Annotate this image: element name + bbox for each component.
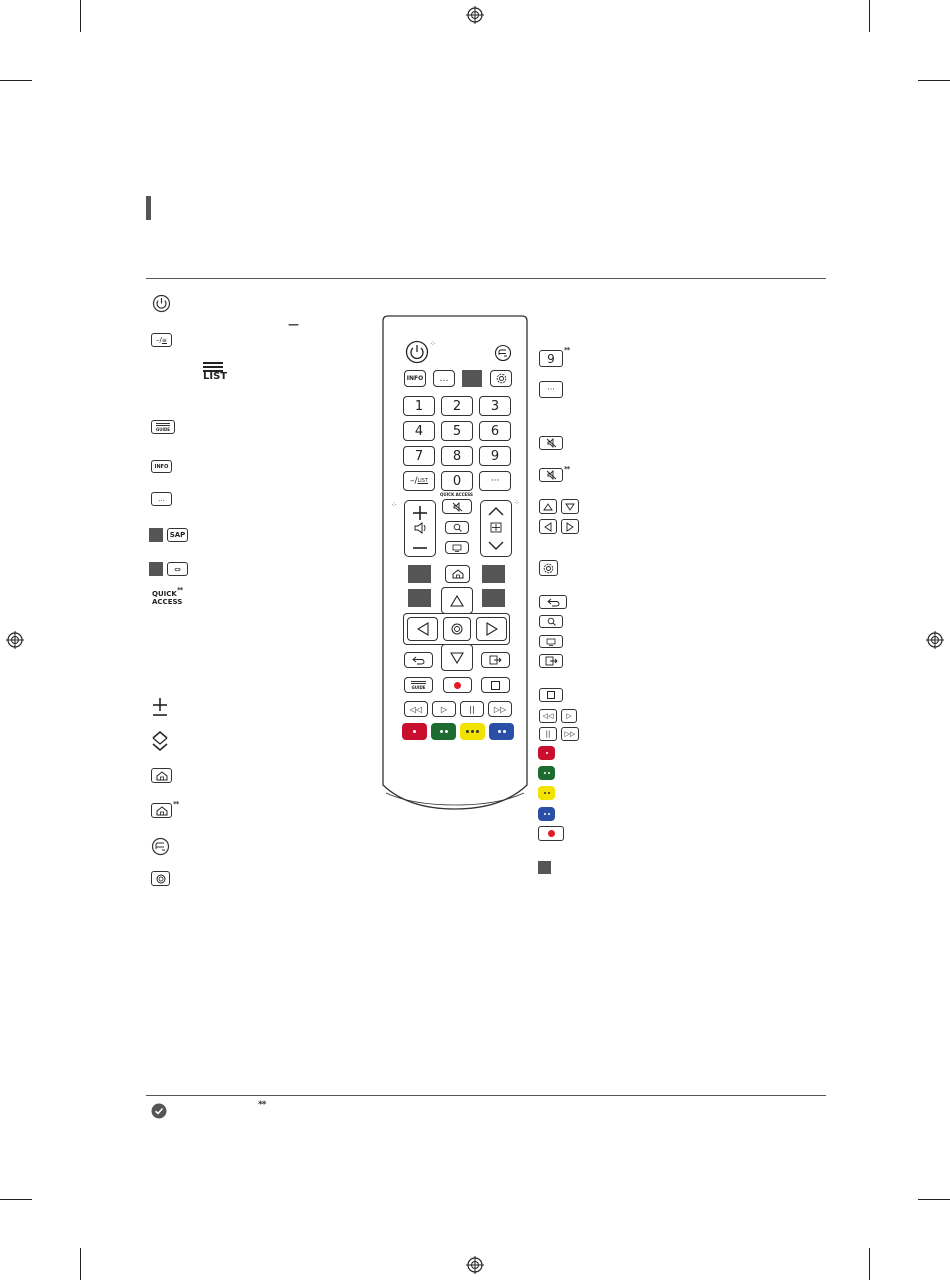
volume-plus-icon (151, 697, 169, 717)
stars-note: ** (177, 586, 183, 594)
number-key-0: 0 (441, 471, 473, 491)
record-icon (454, 682, 461, 689)
number-key-1: 1 (403, 396, 435, 416)
remote-mute-key (442, 499, 472, 514)
remote-rewind-key: ◁◁ (404, 701, 428, 717)
stars-note: ** (564, 346, 570, 354)
dpad-ok-key (443, 617, 471, 641)
up-arrow-icon (543, 503, 553, 511)
power-icon (152, 294, 171, 313)
ok-icon (451, 623, 463, 635)
tv-icon (546, 638, 556, 646)
gray-square (149, 528, 163, 542)
dash-list-key: –/ ≡ (151, 333, 172, 347)
left-arrow-icon (417, 622, 429, 636)
right-arrow-icon (486, 622, 498, 636)
mute-key (539, 436, 563, 450)
back-icon (547, 598, 560, 607)
mute-icon (452, 502, 463, 512)
settings-key (539, 560, 558, 576)
remote-power-icon (405, 340, 429, 364)
red-key (402, 723, 427, 740)
yellow-key (538, 786, 555, 800)
number-key-7: 7 (403, 446, 435, 466)
play-key: ▷ (561, 709, 577, 723)
remote-settings-key (490, 370, 512, 387)
red-key (538, 746, 555, 760)
tv-key (539, 635, 563, 648)
gear-icon (543, 563, 554, 574)
dots-marker: ⁘ (430, 340, 436, 348)
rewind-key: ◁◁ (539, 709, 557, 723)
remote-gray-key (482, 589, 505, 607)
remote-record-key (443, 677, 472, 693)
down-arrow-icon (450, 652, 464, 664)
mute-icon (546, 438, 557, 448)
dpad-up-key (441, 587, 473, 614)
search-key (539, 615, 563, 628)
guide-key (151, 420, 175, 434)
crop-mark (869, 1248, 870, 1280)
pause-key: || (539, 727, 557, 741)
blue-key (538, 807, 555, 821)
remote-guide-label: GUIDE (411, 684, 426, 690)
crop-mark (0, 80, 32, 81)
right-arrow-icon (566, 522, 574, 532)
down-key (561, 499, 579, 514)
search-icon (453, 523, 462, 532)
exit-icon (489, 655, 502, 665)
dpad-down-key (441, 644, 473, 671)
registration-mark-icon (466, 1256, 484, 1274)
crop-mark (80, 0, 81, 32)
subtitle-key: … (151, 492, 172, 506)
search-icon (547, 617, 556, 626)
yellow-key (460, 723, 485, 740)
channel-icon (151, 730, 169, 752)
remote-gray-key (408, 565, 431, 583)
left-arrow-icon (544, 522, 552, 532)
down-arrow-icon (565, 503, 575, 511)
crop-mark (918, 80, 950, 81)
record-icon (548, 830, 555, 837)
list-label: LIST (203, 371, 228, 382)
gray-square (538, 861, 551, 874)
mute-icon (546, 470, 557, 480)
input-icon (151, 837, 170, 856)
stop-key (539, 688, 563, 702)
registration-mark-icon (6, 631, 24, 649)
remote-pause-key: || (460, 701, 484, 717)
blue-key (489, 723, 514, 740)
home-icon (156, 771, 168, 781)
info-key-label: INFO (154, 463, 169, 470)
crop-mark (80, 1248, 81, 1280)
remote-gray-key (462, 370, 482, 387)
record-key (538, 826, 564, 841)
dots-marker: ⁘ (391, 501, 397, 509)
dots-marker: ⁘ (514, 499, 520, 507)
number-key-9: 9 (479, 446, 511, 466)
remote-gray-key (408, 589, 431, 607)
left-key (539, 519, 557, 534)
ok-icon (156, 874, 166, 884)
remote-gray-key (482, 565, 505, 583)
home-key (151, 768, 172, 783)
back-icon (412, 656, 425, 665)
dpad-right-key (476, 617, 507, 641)
registration-mark-icon (926, 631, 944, 649)
check-circle-icon (151, 1103, 167, 1119)
home-icon (156, 806, 168, 816)
stop-icon (547, 691, 555, 699)
bottom-divider (146, 1095, 826, 1096)
remote-input-icon (494, 344, 512, 362)
section-marker (146, 196, 151, 220)
stars-note: ** (564, 465, 570, 473)
remote-tv-key (445, 541, 469, 554)
remote-list-key: –/ LIST (403, 471, 435, 491)
sap-key-label: SAP (169, 531, 186, 539)
gear-icon (496, 373, 507, 384)
remote-play-key: ▷ (432, 701, 456, 717)
number-key-2: 2 (441, 396, 473, 416)
up-arrow-icon (450, 595, 464, 607)
quick-access-label: QUICK ACCESS (152, 590, 183, 606)
crop-mark (869, 0, 870, 32)
dpad-left-key (407, 617, 438, 641)
remote-stop-key (481, 677, 510, 693)
crop-mark (918, 1199, 950, 1200)
footer-stars: ** (258, 1100, 266, 1110)
remote-quick-access-label: QUICK ACCESS (440, 492, 473, 497)
right-key (561, 519, 579, 534)
nine-key: 9 (539, 350, 563, 367)
gray-square (149, 562, 163, 576)
remote-forward-key: ▷▷ (488, 701, 512, 717)
number-key-3: 3 (479, 396, 511, 416)
home-icon (452, 569, 464, 579)
exit-key (539, 654, 563, 668)
remote-more-key: ··· (479, 471, 511, 491)
number-key-6: 6 (479, 421, 511, 441)
remote-info-key: INFO (404, 370, 426, 387)
sap-key (167, 528, 188, 542)
remote-guide-key (404, 677, 433, 693)
mute-key (539, 468, 563, 482)
crop-mark (0, 1199, 32, 1200)
forward-key: ▷▷ (561, 727, 579, 741)
stars-note: ** (173, 800, 179, 808)
remote-back-key (404, 652, 433, 668)
number-key-4: 4 (403, 421, 435, 441)
ok-key (151, 871, 170, 886)
number-key-8: 8 (441, 446, 473, 466)
ratio-key: ⇔ (167, 562, 188, 576)
guide-key-label: GUIDE (155, 426, 171, 432)
info-key (151, 460, 172, 473)
volume-plus-icon (410, 505, 430, 553)
remote-search-key (445, 521, 469, 534)
green-key (538, 766, 555, 780)
remote-subtitle-key: … (433, 370, 455, 387)
up-key (539, 499, 557, 514)
number-key-5: 5 (441, 421, 473, 441)
remote-exit-key (481, 652, 510, 668)
channel-icon (486, 504, 506, 554)
remote-home-key (445, 565, 470, 583)
home-key (151, 803, 172, 818)
registration-mark-icon (466, 6, 484, 24)
stop-icon (491, 681, 500, 690)
exit-icon (545, 656, 558, 666)
top-divider (146, 278, 826, 279)
tv-icon (452, 544, 462, 552)
dash-symbol: — (288, 318, 299, 331)
green-key (431, 723, 456, 740)
more-key: ··· (539, 381, 563, 398)
back-key (539, 595, 567, 609)
